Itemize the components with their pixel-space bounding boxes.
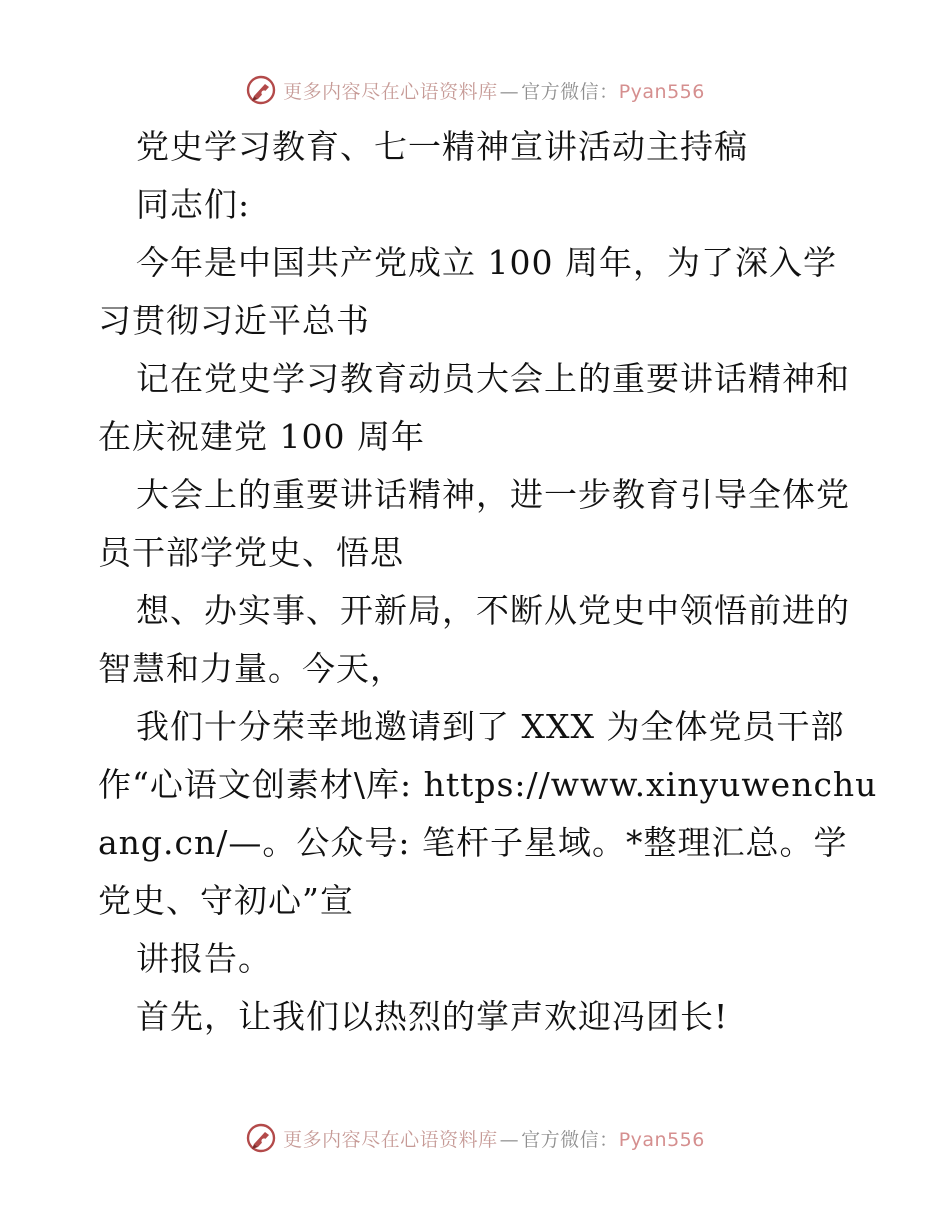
watermark-dash: — (499, 80, 520, 103)
watermark-official: 官方微信： (521, 1128, 619, 1151)
footer-watermark (0, 1118, 950, 1158)
doc-line: 想、办实事、开新局，不断从党史中领悟前进的 (136, 591, 850, 630)
watermark-official: 官方微信： (521, 80, 619, 103)
doc-line: 同志们: (136, 185, 251, 224)
watermark-dash: — (499, 1128, 520, 1151)
doc-line: 我们十分荣幸地邀请到了 XXX 为全体党员干部 (136, 707, 845, 746)
doc-line: 党史、守初心”宣 (98, 881, 354, 920)
doc-line: 作“心语文创素材\库: https://www.xinyuwenchu (98, 765, 878, 804)
watermark-id: Pyan556 (618, 1128, 705, 1151)
doc-line: 首先，让我们以热烈的掌声欢迎冯团长! (136, 997, 729, 1036)
doc-line: 党史学习教育、七一精神宣讲活动主持稿 (136, 127, 748, 166)
watermark-lead: 更多内容尽在心语资料库 (283, 80, 498, 103)
doc-line: 智慧和力量。今天， (98, 649, 404, 688)
doc-line: 大会上的重要讲话精神，进一步教育引导全体党 (136, 475, 850, 514)
watermark-text (283, 1125, 705, 1152)
doc-line: 在庆祝建党 100 周年 (98, 417, 425, 456)
pen-logo-icon (245, 74, 277, 106)
watermark-text (283, 77, 705, 104)
doc-line: ang.cn/—。公众号: 笔杆子星域。*整理汇总。学 (98, 823, 848, 862)
header-watermark (0, 70, 950, 110)
watermark-lead: 更多内容尽在心语资料库 (283, 1128, 498, 1151)
doc-line: 讲报告。 (136, 939, 272, 978)
watermark-id: Pyan556 (618, 80, 705, 103)
doc-line: 员干部学党史、悟思 (98, 533, 404, 572)
document-body (98, 118, 878, 1046)
doc-line: 记在党史学习教育动员大会上的重要讲话精神和 (136, 359, 850, 398)
doc-line: 习贯彻习近平总书 (98, 301, 370, 340)
doc-line: 今年是中国共产党成立 100 周年，为了深入学 (136, 243, 837, 282)
pen-logo-icon (245, 1122, 277, 1154)
